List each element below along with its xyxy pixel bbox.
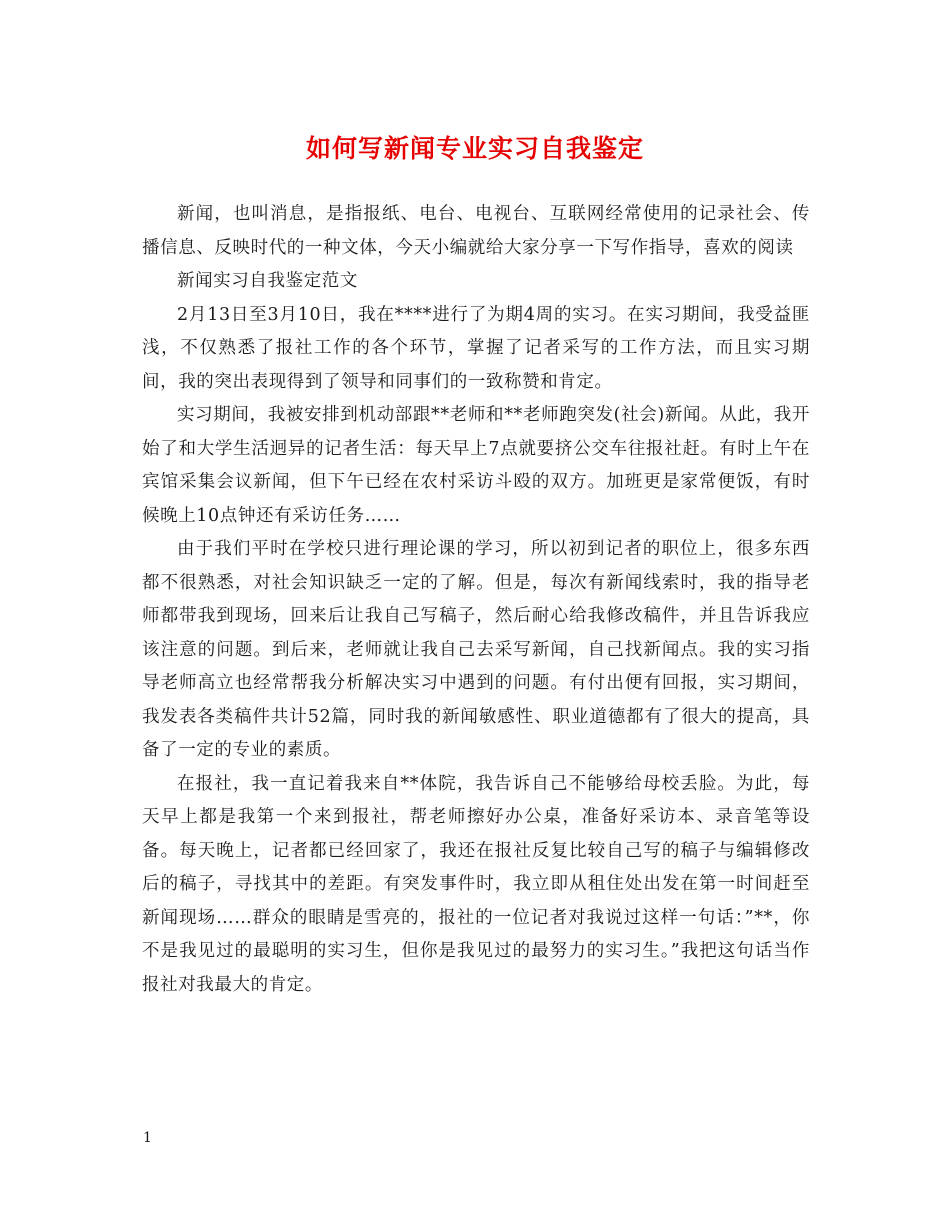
body-paragraph: 在报社，我一直记着我来自**体院，我告诉自己不能够给母校丢脸。为此，每天早上都是我第一个来到报社，帮老师擦好办公桌，准备好采访本、录音笔等设备。每天晚上，记者都已经回家了，我还在报社反复比较自己写的稿子与编辑修改后的稿子，寻找其中的差距。有突发事件时，我立即从租住处出发在第一时间赶至新闻现场……群众的眼睛是雪亮的，报社的一位记者对我说过这样一句话：”**，你不是我见过的最聪明的实习生，但你是我见过的最努力的实习生。”我把这句话当作报社对我最大的肯定。 <box>142 773 810 995</box>
body-paragraph: 实习期间，我被安排到机动部跟**老师和**老师跑突发(社会)新闻。从此，我开始了和大学生活迥异的记者生活：每天早上7点就要挤公交车往报社赶。有时上午在宾馆采集会议新闻，但下午已经在农村采访斗殴的双方。加班更是家常便饭，有时候晚上10点钟还有采访任务…… <box>142 405 810 526</box>
document-body <box>142 198 810 1002</box>
intro-paragraph: 新闻，也叫消息，是指报纸、电台、电视台、互联网经常使用的记录社会、传播信息、反映时代的一种文体，今天小编就给大家分享一下写作指导，喜欢的阅读 <box>142 204 810 258</box>
document-title: 如何写新闻专业实习自我鉴定 <box>305 134 644 163</box>
body-paragraph: 由于我们平时在学校只进行理论课的学习，所以初到记者的职位上，很多东西都不很熟悉，对社会知识缺乏一定的了解。但是，每次有新闻线索时，我的指导老师都带我到现场，回来后让我自己写稿子，然后耐心给我修改稿件，并且告诉我应该注意的问题。到后来，老师就让我自己去采写新闻，自己找新闻点。我的实习指导老师高立也经常帮我分析解决实习中遇到的问题。有付出便有回报，实习期间，我发表各类稿件共计52篇，同时我的新闻敏感性、职业道德都有了很大的提高，具备了一定的专业的素质。 <box>142 539 810 760</box>
body-paragraph: 2月13日至3月10日，我在****进行了为期4周的实习。在实习期间，我受益匪浅，不仅熟悉了报社工作的各个环节，掌握了记者采写的工作方法，而且实习期间，我的突出表现得到了领导和同事们的一致称赞和肯定。 <box>142 304 810 392</box>
page-number: 1 <box>143 1130 152 1146</box>
section-heading: 新闻实习自我鉴定范文 <box>177 271 358 291</box>
